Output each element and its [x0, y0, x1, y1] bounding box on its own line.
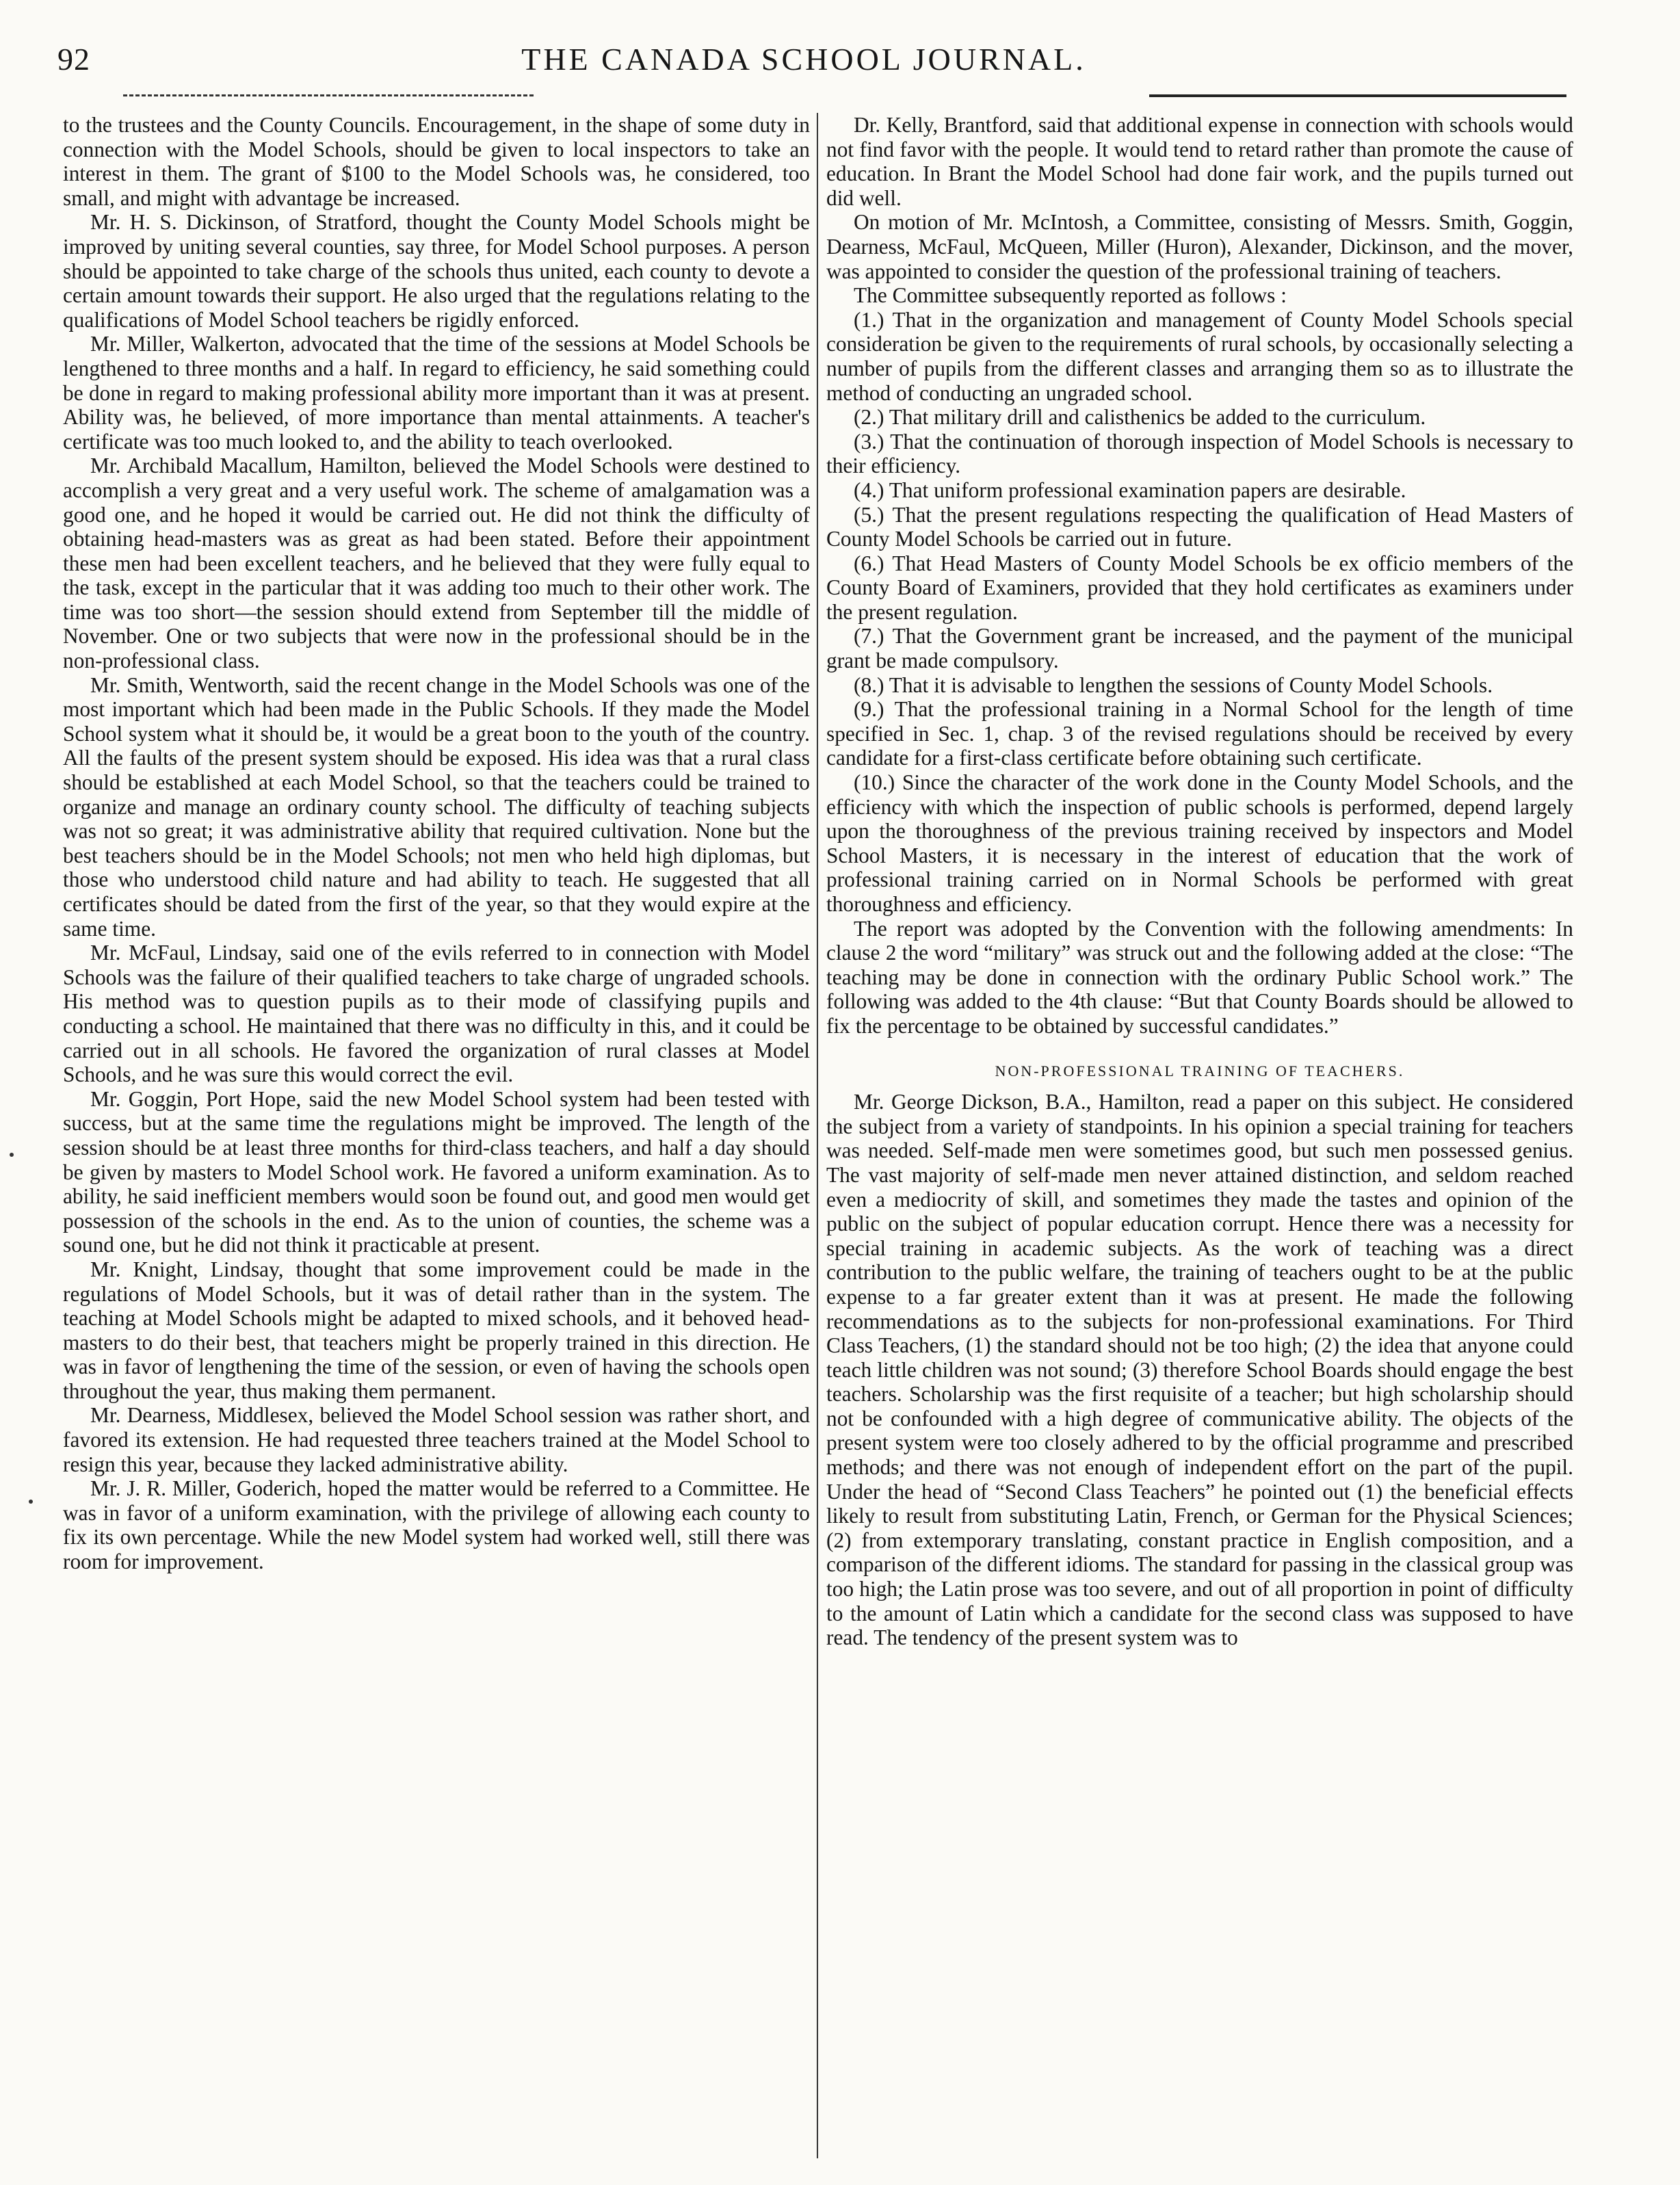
committee-recommendation: (7.) That the Government grant be increased, and the payment of the municipal grant be made compulsory.: [826, 624, 1573, 673]
committee-recommendation: (2.) That military drill and calisthenics be added to the curriculum.: [854, 405, 1426, 430]
section-heading: NON-PROFESSIONAL TRAINING OF TEACHERS.: [995, 1062, 1405, 1080]
left-column: [63, 113, 810, 2158]
committee-recommendation: (1.) That in the organization and management of County Model Schools special consideration be given to the requirements of rural schools, by occasionally selecting a number of pupils from the different classes and arranging them so as to illustrate the method of conducting an ungraded school.: [826, 307, 1573, 405]
committee-recommendation: (5.) That the present regulations respecting the qualification of Head Masters of County Model Schools be carried out in future.: [826, 502, 1573, 551]
amendment-paragraph: The report was adopted by the Convention with the following amendments: In clause 2 the word “military” was struck out and the following added at the close: “The teaching may be done in connection with the ordinary Public School work.” The following was added to the 4th clause: “But that County Boards should be allowed to fix the percentage to be obtained by successful candidates.”: [826, 916, 1573, 1038]
margin-mark: [10, 1153, 14, 1157]
committee-recommendation: (3.) That the continuation of thorough inspection of Model Schools is necessary to their efficiency.: [826, 429, 1573, 478]
speaker-paragraph: Mr. McFaul, Lindsay, said one of the evils referred to in connection with Model Schools was the failure of their qualified teachers to take charge of ungraded schools. His method was to question pupils as to their mode of classifying pupils and conducting a school. He maintained that there was no difficulty in this, and it could be carried out in all schools. He favored the organization of rural classes at Model Schools, and he was sure this would correct the evil.: [63, 941, 810, 1087]
header-rule-left: [123, 94, 534, 96]
committee-recommendation: (9.) That the professional training in a Normal School for the length of time specified in Sec. 1, chap. 3 of the revised regulations should be received by every candidate for a first-class certificate before obtaining such certificate.: [826, 697, 1573, 770]
speaker-paragraph: Mr. Knight, Lindsay, thought that some improvement could be made in the regulations of Model Schools, but it was of detail rather than in the system. The teaching at Model Schools might be adapted to mixed schools, and it behoved head-masters to do their best, that teachers might be properly trained in this direction. He was in favor of lengthening the time of the session, or even of having the schools open throughout the year, thus making them permanent.: [63, 1257, 810, 1403]
speaker-paragraph: Mr. H. S. Dickinson, of Stratford, thought the County Model Schools might be improved by uniting several counties, say three, for Model School purposes. A person should be appointed to take charge of the schools thus united, each county to devote a certain amount towards their support. He also urged that the regulations relating to the qualifications of Model School teachers be rigidly enforced.: [63, 210, 810, 332]
speaker-paragraph: Mr. Miller, Walkerton, advocated that the time of the sessions at Model Schools be lengthened to three months and a half. In regard to efficiency, he said something could be done in regard to making professional ability more important than it was at present. Ability was, he believed, of more importance than mental attainments. A teacher's certificate was too much looked to, and the ability to teach overlooked.: [63, 332, 810, 454]
speaker-paragraph: Mr. J. R. Miller, Goderich, hoped the matter would be referred to a Committee. He was in favor of a uniform examination, with the privilege of allowing each county to fix its own percentage. While the new Model system had worked well, still there was room for improvement.: [63, 1476, 810, 1574]
committee-recommendation: (10.) Since the character of the work done in the County Model Schools, and the efficiency with which the inspection of public schools is performed, depend largely upon the thoroughness of the previous training received by inspectors and Model School Masters, it is necessary in the interest of education that the work of professional training carried on in Normal Schools be performed with great thoroughness and efficiency.: [826, 770, 1573, 916]
report-paragraph: The Committee subsequently reported as follows :: [854, 283, 1287, 308]
page-number: 92: [57, 42, 90, 77]
margin-mark: [29, 1500, 33, 1504]
journal-title: THE CANADA SCHOOL JOURNAL.: [521, 42, 1086, 77]
report-paragraph: On motion of Mr. McIntosh, a Committee, consisting of Messrs. Smith, Goggin, Dearness, McFaul, McQueen, Miller (Huron), Alexander, Dickinson, and the mover, was appointed to consider the question of the professional training of teachers.: [826, 210, 1573, 283]
speaker-paragraph: Mr. Goggin, Port Hope, said the new Model School system had been tested with success, but at the same time the regulations might be improved. The length of the session should be at least three months for third-class teachers, and half a day should be given by masters to Model School work. He favored a uniform examination. As to ability, he said inefficient members would soon be found out, and good men would get possession of the schools in the end. As to the union of counties, the scheme was a sound one, but he did not think it practicable at present.: [63, 1086, 810, 1257]
report-paragraph: Dr. Kelly, Brantford, said that additional expense in connection with schools would not find favor with the people. It would tend to retard rather than promote the cause of education. In Brant the Model School had done fair work, and the pupils turned out did well.: [826, 113, 1573, 210]
committee-recommendation: (4.) That uniform professional examination papers are desirable.: [854, 477, 1406, 502]
committee-recommendation: (6.) That Head Masters of County Model Schools be ex officio members of the County Board of Examiners, provided that they hold certificates as examiners under the present regulation.: [826, 551, 1573, 624]
speaker-paragraph: Mr. Archibald Macallum, Hamilton, believed the Model Schools were destined to accomplish a very great and a very useful work. The scheme of amalgamation was a good one, and he hoped it would be carried out. He did not think the difficulty of obtaining head-masters was as great as had been stated. Before their appointment these men had been excellent teachers, and he believed that they were fully equal to the task, except in the particular that it was adding too much to their other work. The time was too short—the session should extend from September till the middle of November. One or two subjects that were now in the professional should be in the non-professional class.: [63, 454, 810, 673]
speaker-paragraph: Mr. Smith, Wentworth, said the recent change in the Model Schools was one of the most important which had been made in the Public Schools. If they made the Model School system what it should be, it would be a great boon to the youth of the country. All the faults of the present system should be exposed. His idea was that a rural class should be established at each Model School, so that the teachers could be trained to organize and manage an ordinary county school. The difficulty of teaching subjects was not so great; it was administrative ability that required cultivation. None but the best teachers should be in the Model Schools; not men who held high diplomas, but those who understood child nature and had ability to teach. He suggested that all certificates should be dated from the first of the year, so that they would expire at the same time.: [63, 672, 810, 941]
committee-recommendation: (8.) That it is advisable to lengthen the sessions of County Model Schools.: [854, 672, 1493, 697]
section-paragraph: Mr. George Dickson, B.A., Hamilton, read a paper on this subject. He considered the subject from a variety of standpoints. In his opinion a special training for teachers was needed. Self-made men were sometimes good, but such men possessed genius. The vast majority of self-made men never attained distinction, and seldom reached even a mediocrity of skill, and sometimes they made the tastes and opinion of the public on the subject of popular education corrupt. Hence there was a necessity for special training in academic subjects. As the work of teaching was a direct contribution to the public welfare, the training of teachers ought to be at the public expense to a far greater extent than it was at present. He made the following recommendations as to the subjects for non-professional examinations. For Third Class Teachers, (1) the standard should not be too high; (2) the idea that anyone could teach little children was not sound; (3) therefore School Boards should engage the best teachers. Scholarship was the first requisite of a teacher; but high scholarship should not be confounded with a high degree of communicative ability. The objects of the present system were too closely adhered to by the official programme and prescribed methods; and there was not enough of independent effort on the part of the pupil. Under the head of “Second Class Teachers” he pointed out (1) the beneficial effects likely to result from substituting Latin, French, or German for the Physical Sciences; (2) from extemporary translating, constant practice in English composition, and a comparison of the different idioms. The standard for passing in the classical group was too high; the Latin prose was too severe, and out of all proportion in point of difficulty to the amount of Latin which a candidate for the second class was supposed to have read. The tendency of the present system was to: [826, 1090, 1573, 1650]
column-divider: [817, 113, 818, 2158]
right-column: [826, 113, 1573, 2158]
header-rule-right: [1149, 94, 1566, 97]
speaker-paragraph: Mr. Dearness, Middlesex, believed the Model School session was rather short, and favored its extension. He had requested three teachers trained at the Model School to resign this year, because they lacked administrative ability.: [63, 1403, 810, 1476]
speaker-paragraph: to the trustees and the County Councils. Encouragement, in the shape of some duty in connection with the Model Schools, should be given to local inspectors to take an interest in them. The grant of $100 to the Model Schools was, he considered, too small, and might with advantage be increased.: [63, 113, 810, 210]
page-header: [41, 36, 1566, 77]
